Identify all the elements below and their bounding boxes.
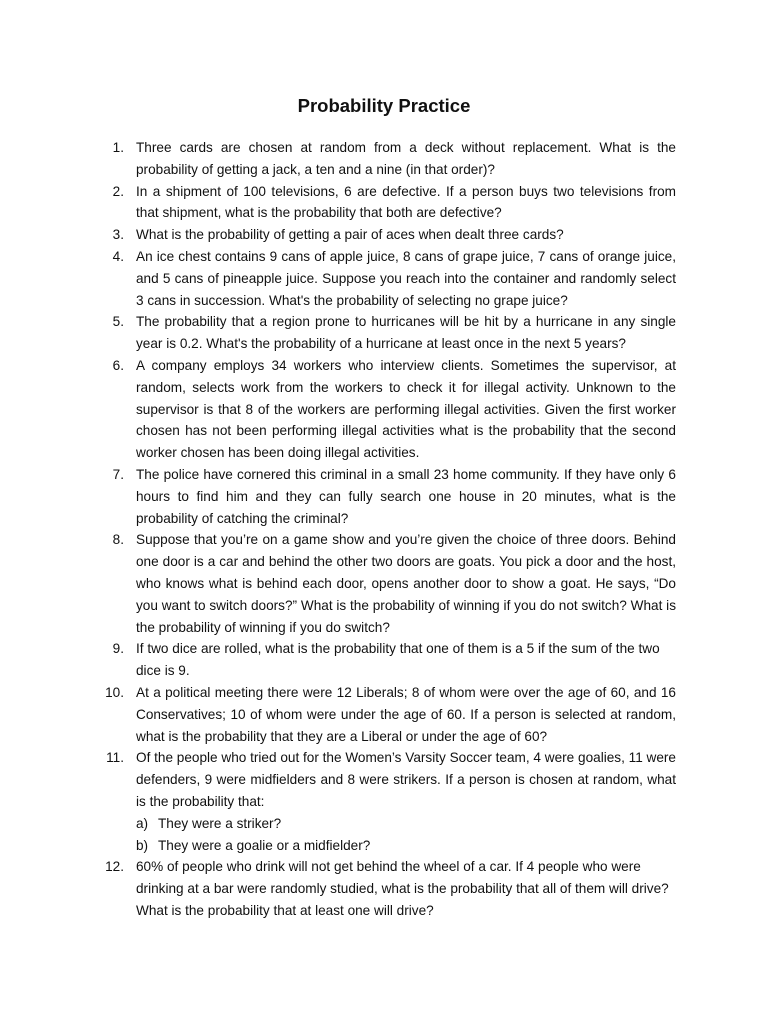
question-item-12 [0, 856, 768, 921]
question-text: Suppose that you’re on a game show and you’re given the choice of three doors. Behind one door is a car and behind the other two doors are goats. You pick a door and the host, who knows what is behind each door, opens another door to show a goat. He says, “Do you want to switch doors?” What is the probability of winning if you do not switch? What is the probability of winning if you do switch? [136, 532, 676, 635]
question-number: 7. [112, 466, 124, 482]
sub-question-text: They were a striker? [158, 815, 282, 831]
sub-question-label: b) [136, 837, 149, 853]
question-text: An ice chest contains 9 cans of apple juice, 8 cans of grape juice, 7 cans of orange juice, and 5 cans of pineapple juice. Suppose you reach into the container and randomly select 3 cans in succession. What's the probability of selecting no grape juice? [136, 248, 676, 308]
question-item-8 [0, 529, 768, 638]
question-list [0, 137, 768, 922]
question-item-3 [0, 224, 768, 246]
question-text: Of the people who tried out for the Women’s Varsity Soccer team, 4 were goalies, 11 were defenders, 9 were midfielders and 8 were strikers. If a person is chosen at random, what is the probability that: [136, 750, 676, 809]
question-number: 4. [112, 248, 124, 264]
question-item-7 [0, 464, 768, 529]
question-number: 11. [106, 750, 124, 766]
sub-question-label: a) [136, 815, 149, 831]
question-item-9 [0, 638, 768, 682]
question-text: The police have cornered this criminal in a small 23 home community. If they have only 6 hours to find him and they can fully search one house in 20 minutes, what is the probability of catching the criminal? [136, 466, 676, 526]
question-item-2 [0, 181, 768, 225]
sub-question-item-a [136, 813, 676, 835]
question-number: 2. [112, 183, 124, 199]
question-item-1 [0, 137, 768, 181]
question-text: 60% of people who drink will not get behind the wheel of a car. If 4 people who were drinking at a bar were randomly studied, what is the probability that all of them will drive? What is the probability that at least one will drive? [136, 859, 669, 918]
question-number: 1. [112, 140, 124, 155]
question-item-6 [0, 355, 768, 464]
question-number: 9. [112, 641, 124, 657]
question-text: If two dice are rolled, what is the probability that one of them is a 5 if the sum of the two dice is 9. [136, 641, 660, 679]
question-text: The probability that a region prone to hurricanes will be hit by a hurricane in any single year is 0.2. What's the probability of a hurricane at least once in the next 5 years? [136, 314, 676, 352]
sub-question-item-b [136, 835, 676, 857]
question-text: In a shipment of 100 televisions, 6 are defective. If a person buys two televisions from that shipment, what is the probability that both are defective? [136, 183, 676, 221]
question-number: 8. [112, 532, 124, 548]
question-text: At a political meeting there were 12 Liberals; 8 of whom were over the age of 60, and 16 Conservatives; 10 of whom were under the age of 60. If a person is selected at random, what is the probability that they are a Liberal or under the age of 60? [136, 684, 676, 744]
question-number: 6. [112, 357, 124, 373]
question-number: 12. [105, 859, 124, 875]
question-text: Three cards are chosen at random from a deck without replacement. What is the probability of getting a jack, a ten and a nine (in that order)? [136, 140, 676, 177]
question-number: 10. [105, 684, 124, 700]
question-text: A company employs 34 workers who interview clients. Sometimes the supervisor, at random, selects work from the workers to check it for illegal activity. Unknown to the supervisor is that 8 of the workers are performing illegal activities. Given the first worker chosen has not been performing illegal activities what is the probability that the second worker chosen has been doing illegal activities. [136, 357, 676, 461]
question-item-11 [0, 747, 768, 856]
sub-question-list [0, 813, 768, 857]
question-text: What is the probability of getting a pair of aces when dealt three cards? [136, 227, 564, 243]
question-item-4 [0, 246, 768, 311]
question-item-5 [0, 311, 768, 355]
question-number: 5. [112, 314, 124, 330]
page-title: Probability Practice [297, 95, 471, 116]
question-number: 3. [112, 227, 124, 243]
sub-question-text: They were a goalie or a midfielder? [158, 837, 371, 853]
question-item-10 [0, 682, 768, 747]
